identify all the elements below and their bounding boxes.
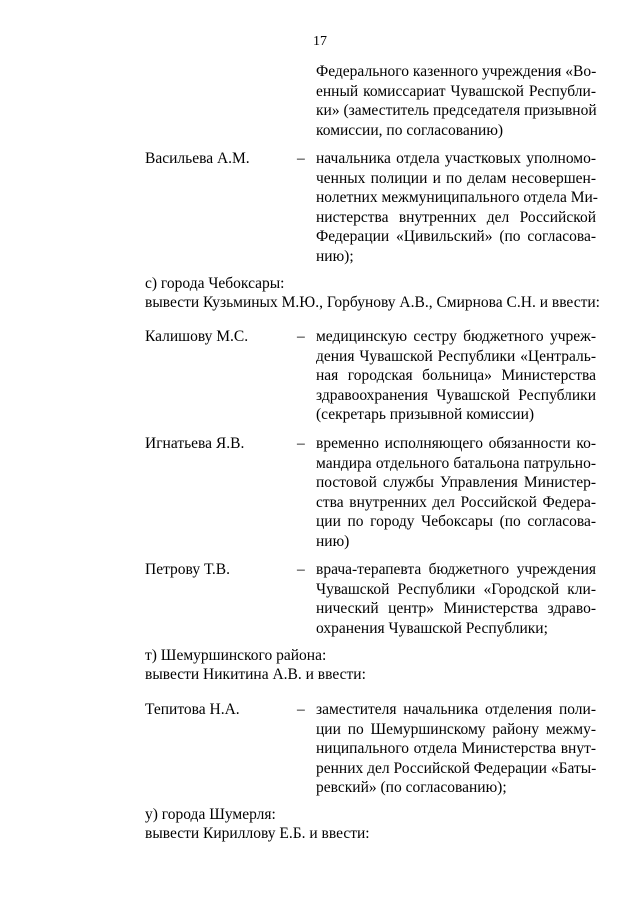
- text-line: нию): [316, 532, 350, 550]
- page-number: 17: [313, 34, 327, 49]
- dash: –: [297, 328, 305, 345]
- section-heading-shemursha: т) Шемуршинского района:: [145, 647, 327, 664]
- text-line: Федерации «Цивильский» (по согласова-: [316, 228, 596, 245]
- text-line: ревский» (по согласованию);: [316, 779, 507, 796]
- text-line: Чувашской Республики «Городской кли-: [316, 580, 596, 598]
- text-line: временно исполняющего обязанности ко-: [316, 435, 596, 452]
- text-line: нолетних межмуниципального отдела Ми-: [316, 189, 598, 206]
- entry-description: [316, 700, 596, 798]
- text-line: медицинскую сестру бюджетного учреж-: [316, 328, 596, 345]
- text-line: ции по Шемуршинскому району межму-: [316, 720, 596, 738]
- entry-name: Тепитова Н.А.: [145, 701, 240, 718]
- text-line: ная городская больница» Министерства: [316, 367, 596, 384]
- text-line: начальника отдела участковых уполномо-: [316, 150, 596, 167]
- dash: –: [297, 435, 305, 452]
- entry-name: Игнатьева Я.В.: [145, 435, 245, 452]
- entry-name: Васильева А.М.: [145, 150, 250, 167]
- section-instruction-cheboksary: вывести Кузьминых М.Ю., Горбунову А.В., Смирнова С.Н. и ввести:: [145, 294, 600, 311]
- text-line: врача-терапевта бюджетного учреждения: [316, 561, 596, 578]
- text-line: нистерства внутренних дел Российской: [316, 208, 596, 226]
- entry-description: [316, 560, 596, 638]
- dash: –: [297, 561, 305, 578]
- text-line: нию);: [316, 247, 354, 265]
- section-instruction-shumerlya: вывести Кириллову Е.Б. и ввести:: [145, 825, 370, 842]
- text-line: охранения Чувашской Республики;: [316, 619, 548, 637]
- text-line: енный комиссариат Чувашской Республи-: [316, 82, 596, 100]
- section-heading-cheboksary: с) города Чебоксары:: [145, 275, 285, 292]
- text-line: ции по городу Чебоксары (по согласова-: [316, 513, 596, 530]
- text-line: ки» (заместитель председателя призывной: [316, 102, 597, 119]
- text-line: ренних дел Российской Федерации «Баты-: [316, 759, 597, 777]
- text-line: заместителя начальника отделения поли-: [316, 701, 596, 718]
- entry-description: [316, 327, 596, 425]
- text-line: комиссии, по согласованию): [316, 121, 504, 139]
- intro-text-block: [316, 62, 596, 140]
- entry-name: Калишову М.С.: [145, 328, 249, 345]
- text-line: ниципального отдела Министерства внут-: [316, 740, 596, 757]
- section-instruction-shemursha: вывести Никитина А.В. и ввести:: [145, 666, 366, 683]
- text-line: ства внутренних дел Российской Федера-: [316, 493, 596, 511]
- text-line: Федерального казенного учреждения «Во-: [316, 63, 597, 80]
- text-line: постовой службы Управления Министер-: [316, 474, 596, 491]
- entry-name: Петрову Т.В.: [145, 561, 230, 578]
- text-line: здравоохранения Чувашской Республики: [316, 386, 596, 404]
- text-line: мандира отдельного батальона патрульно-: [316, 454, 596, 472]
- text-line: ченных полиции и по делам несовершен-: [316, 169, 596, 187]
- text-line: нический центр» Министерства здраво-: [316, 600, 596, 617]
- text-line: дения Чувашской Республики «Централь-: [316, 347, 596, 365]
- dash: –: [297, 150, 305, 167]
- entry-description: [316, 149, 596, 266]
- dash: –: [297, 701, 305, 718]
- section-heading-shumerlya: у) города Шумерля:: [145, 806, 276, 823]
- text-line: (секретарь призывной комиссии): [316, 406, 535, 423]
- entry-description: [316, 434, 596, 551]
